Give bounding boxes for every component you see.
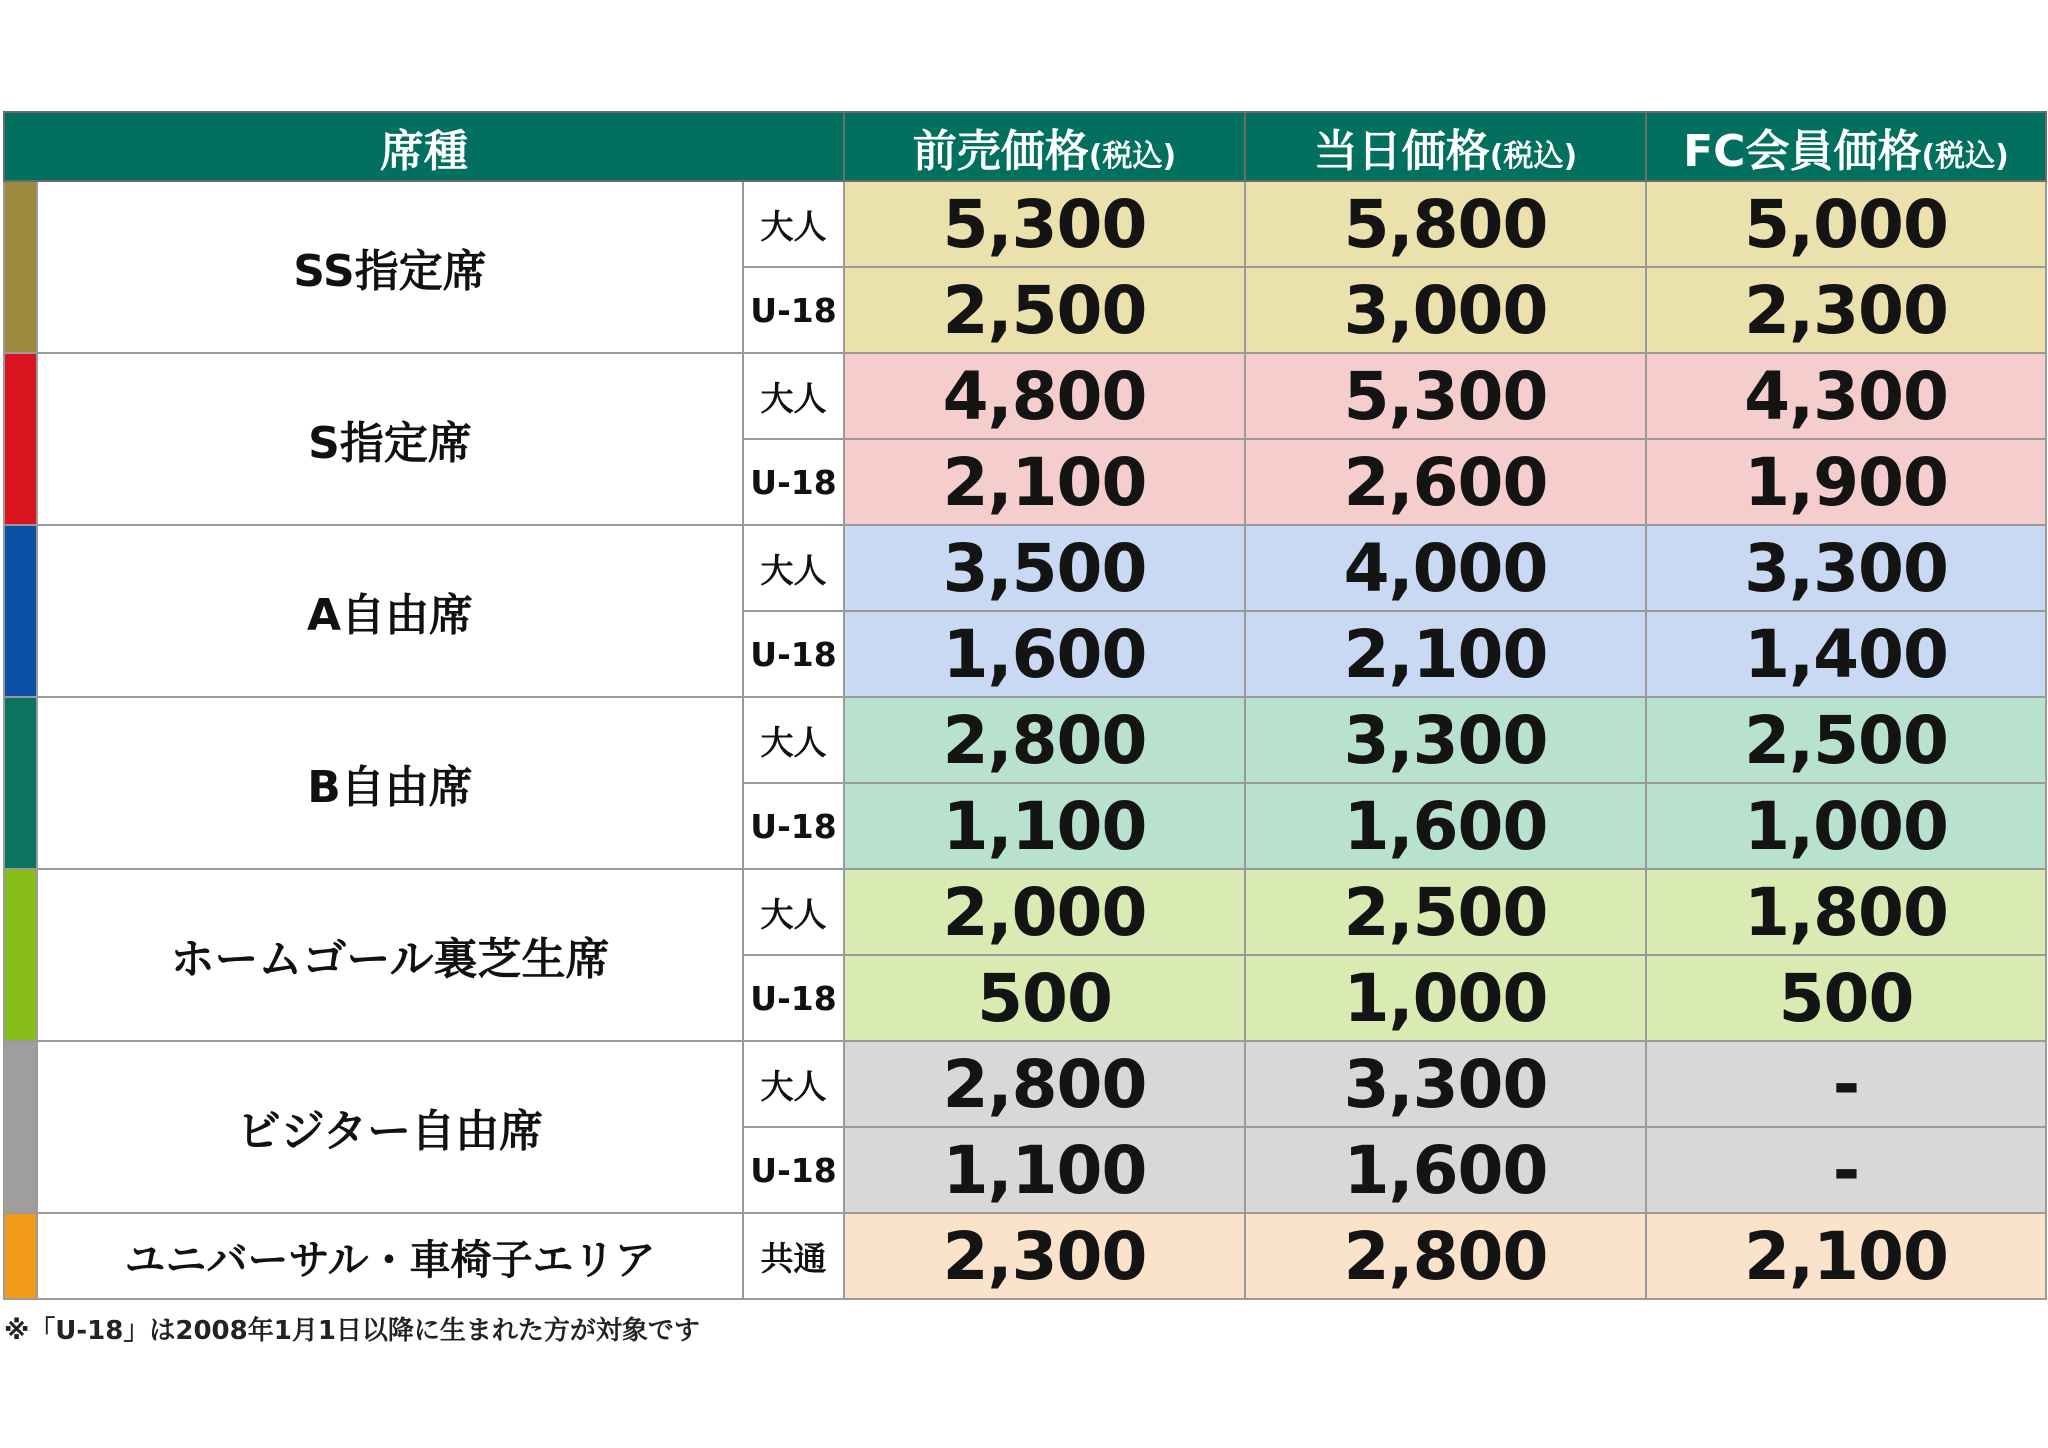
age-category-label: 大人 [743,353,844,439]
price-cell: 1,100 [844,783,1245,869]
age-category-label: U-18 [743,1127,844,1213]
age-category-label: 共通 [743,1213,844,1299]
age-category-label: 大人 [743,697,844,783]
price-cell: 1,000 [1646,783,2046,869]
price-cell: 4,800 [844,353,1245,439]
ticket-price-table [3,111,2047,1300]
price-cell: 2,100 [1646,1213,2046,1299]
price-cell: 5,000 [1646,181,2046,267]
age-category-label: U-18 [743,439,844,525]
price-cell: - [1646,1127,2046,1213]
price-cell: 2,500 [1245,869,1646,955]
seat-name: ユニバーサル・車椅子エリア [37,1213,743,1299]
price-cell: 500 [844,955,1245,1041]
price-cell: 1,600 [844,611,1245,697]
header-tax-note: (税込) [1489,138,1578,174]
seat-color-bar [4,181,37,353]
header-tax-note: (税込) [1088,138,1177,174]
age-category-label: U-18 [743,955,844,1041]
price-cell: 3,500 [844,525,1245,611]
price-cell: 4,300 [1646,353,2046,439]
table-row [4,525,2046,611]
table-header-row [4,112,2046,181]
seat-color-bar [4,1213,37,1299]
age-category-label: U-18 [743,783,844,869]
seat-color-bar [4,525,37,697]
price-cell: 5,800 [1245,181,1646,267]
price-cell: 1,900 [1646,439,2046,525]
table-body [4,181,2046,1299]
seat-color-bar [4,353,37,525]
price-cell: 1,400 [1646,611,2046,697]
price-cell: 1,100 [844,1127,1245,1213]
header-label: FC会員価格 [1683,125,1922,177]
seat-name: A自由席 [37,525,743,697]
header-presale-price [844,112,1245,181]
price-cell: 2,300 [844,1213,1245,1299]
seat-color-bar [4,697,37,869]
price-cell: 5,300 [1245,353,1646,439]
price-cell: - [1646,1041,2046,1127]
age-category-label: U-18 [743,267,844,353]
seat-color-bar [4,869,37,1041]
price-cell: 2,500 [1646,697,2046,783]
age-category-label: 大人 [743,869,844,955]
price-cell: 1,600 [1245,783,1646,869]
header-label: 当日価格 [1313,125,1490,177]
price-cell: 500 [1646,955,2046,1041]
price-cell: 1,800 [1646,869,2046,955]
price-cell: 2,100 [844,439,1245,525]
seat-name: ホームゴール裏芝生席 [37,869,743,1041]
price-cell: 3,300 [1245,1041,1646,1127]
price-cell: 2,800 [844,697,1245,783]
table-row [4,869,2046,955]
table-row [4,1041,2046,1127]
price-cell: 2,600 [1245,439,1646,525]
price-cell: 3,000 [1245,267,1646,353]
age-category-label: 大人 [743,1041,844,1127]
table-row [4,1213,2046,1299]
table-row [4,353,2046,439]
table-row [4,181,2046,267]
price-cell: 3,300 [1245,697,1646,783]
header-seat-type: 席種 [4,112,844,181]
age-category-label: 大人 [743,181,844,267]
seat-name: ビジター自由席 [37,1041,743,1213]
seat-color-bar [4,1041,37,1213]
price-cell: 2,800 [844,1041,1245,1127]
price-cell: 2,300 [1646,267,2046,353]
price-cell: 2,100 [1245,611,1646,697]
header-fc-member-price [1646,112,2046,181]
price-cell: 3,300 [1646,525,2046,611]
age-category-label: 大人 [743,525,844,611]
price-cell: 2,800 [1245,1213,1646,1299]
price-cell: 1,000 [1245,955,1646,1041]
price-cell: 2,000 [844,869,1245,955]
age-category-label: U-18 [743,611,844,697]
header-sameday-price [1245,112,1646,181]
price-cell: 5,300 [844,181,1245,267]
price-cell: 1,600 [1245,1127,1646,1213]
price-cell: 2,500 [844,267,1245,353]
header-tax-note: (税込) [1921,138,2009,174]
seat-name: B自由席 [37,697,743,869]
u18-footnote: ※「U-18」は2008年1月1日以降に生まれた方が対象です [4,1316,700,1346]
price-cell: 4,000 [1245,525,1646,611]
seat-name: SS指定席 [37,181,743,353]
header-label: 前売価格 [912,125,1089,177]
seat-name: S指定席 [37,353,743,525]
table-row [4,697,2046,783]
